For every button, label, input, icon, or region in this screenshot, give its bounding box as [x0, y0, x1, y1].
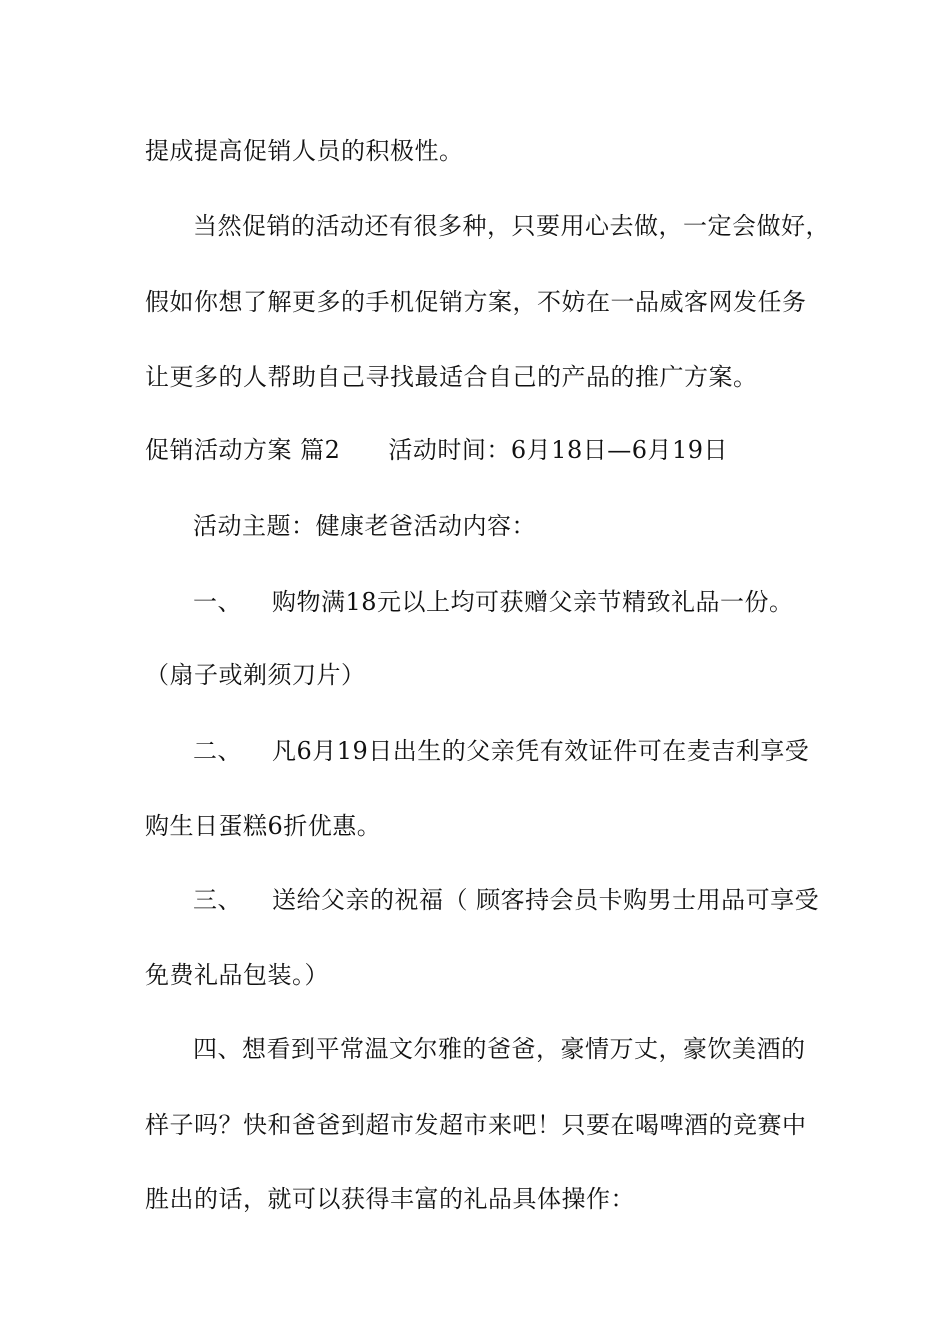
list-item [193, 586, 794, 618]
item-number: 三、 [193, 886, 242, 914]
list-item-continuation: （扇子或剃须刀片） [145, 661, 366, 689]
list-item-continuation: 胜出的话，就可以获得丰富的礼品具体操作： [145, 1185, 635, 1213]
item-text: 送给父亲的祝福（ 顾客持会员卡购男士用品可享受 [272, 886, 820, 914]
section-heading [145, 434, 728, 466]
list-item [193, 884, 819, 916]
list-item-continuation: 免费礼品包装。） [145, 961, 329, 989]
item-text: 凡6月19日出生的父亲凭有效证件可在麦吉利享受 [272, 737, 810, 765]
list-item-continuation: 样子吗？快和爸爸到超市发超市来吧！只要在喝啤酒的竞赛中 [145, 1111, 807, 1139]
paragraph-line: 让更多的人帮助自己寻找最适合自己的产品的推广方案。 [145, 363, 758, 391]
activity-theme: 活动主题：健康老爸活动内容： [193, 512, 536, 540]
item-number: 一、 [193, 588, 242, 616]
list-item: 四、想看到平常温文尔雅的爸爸，豪情万丈，豪饮美酒的 [193, 1035, 806, 1063]
section-title: 促销活动方案 篇2 [145, 436, 341, 464]
item-text: 购物满18元以上均可获赠父亲节精致礼品一份。 [272, 588, 794, 616]
paragraph-line: 提成提高促销人员的积极性。 [145, 137, 464, 165]
paragraph-line: 假如你想了解更多的手机促销方案，不妨在一品威客网发任务 [145, 288, 807, 316]
activity-time: 活动时间：6月18日—6月19日 [388, 436, 729, 464]
list-item-continuation: 购生日蛋糕6折优惠。 [145, 812, 382, 840]
list-item [193, 735, 809, 767]
paragraph-line: 当然促销的活动还有很多种，只要用心去做，一定会做好， [193, 212, 830, 240]
item-number: 二、 [193, 737, 242, 765]
